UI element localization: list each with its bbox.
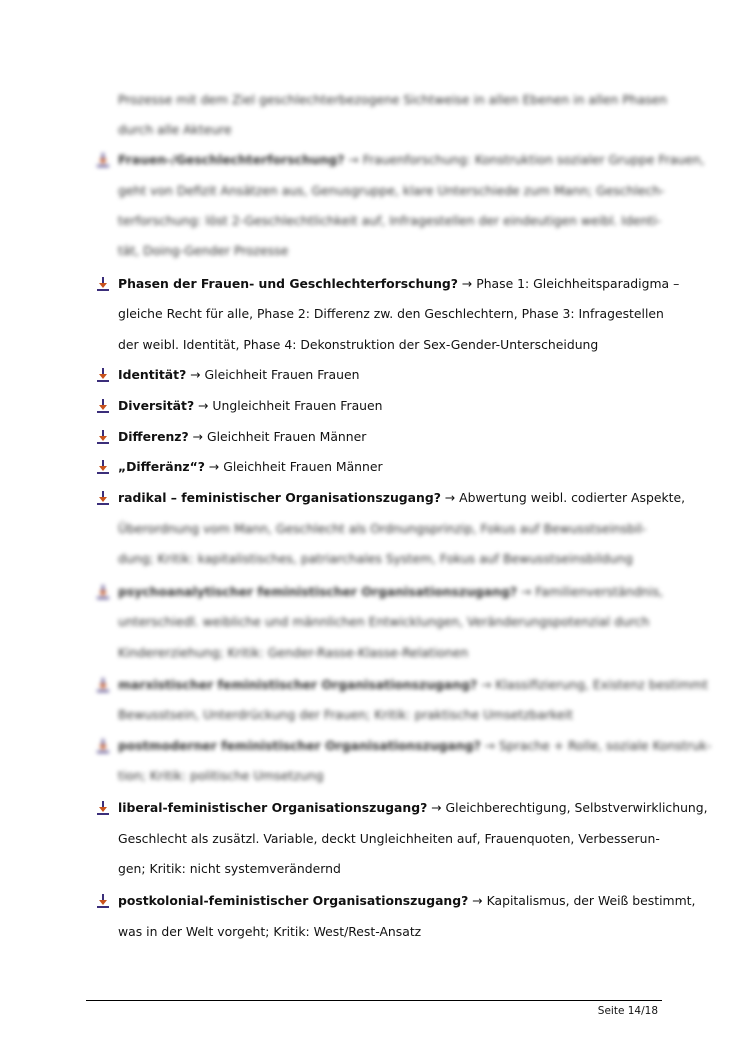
blurred-text: Prozesse mit dem Ziel geschlechterbezogene Sichtweise in allen Ebenen in allen Phasen	[118, 92, 668, 107]
definition: was in der Welt vorgeht; Kritik: West/Rest-Ansatz	[118, 924, 422, 939]
bullet-arrow-icon	[96, 367, 110, 383]
blurred-text-line	[118, 243, 658, 259]
bullet-arrow-icon	[96, 276, 110, 292]
blurred-text: → Klassifizierung, Existenz bestimmt	[477, 677, 708, 692]
list-item	[118, 276, 680, 292]
list-item	[118, 800, 708, 816]
definition: gen; Kritik: nicht systemverändernd	[118, 861, 341, 876]
blurred-text-line	[118, 521, 658, 537]
definition: → Phase 1: Gleichheitsparadigma –	[457, 276, 680, 291]
definition: → Gleichheit Frauen Männer	[204, 459, 383, 474]
definition: Geschlecht als zusätzl. Variable, deckt Ungleichheiten auf, Frauenquoten, Verbesserun-	[118, 831, 660, 846]
bullet-arrow-icon	[96, 490, 110, 506]
blurred-text-line	[118, 738, 712, 754]
bullet-arrow-icon	[96, 429, 110, 445]
blurred-text-line	[118, 152, 705, 168]
blurred-term: marxistischer feministischer Organisationszugang?	[118, 677, 478, 692]
bullet-arrow-icon	[96, 584, 110, 600]
blurred-text: Kindererziehung; Kritik: Gender-Rasse-Klasse-Relationen	[118, 645, 469, 660]
definition: der weibl. Identität, Phase 4: Dekonstruktion der Sex-Gender-Unterscheidung	[118, 337, 599, 352]
definition: → Kapitalismus, der Weiß bestimmt,	[468, 893, 696, 908]
blurred-text: geht von Defizit Ansätzen aus, Genusgruppe, klare Unterschiede zum Mann; Geschlech-	[118, 183, 665, 198]
blurred-text-line	[118, 677, 708, 693]
list-item	[118, 367, 658, 383]
blurred-text: durch alle Akteure	[118, 122, 232, 137]
footer-divider	[86, 1000, 662, 1001]
term: liberal-feministischer Organisationszugang?	[118, 800, 428, 815]
definition: → Ungleichheit Frauen Frauen	[194, 398, 383, 413]
blurred-text-line	[118, 707, 658, 723]
blurred-text: → Familienverständnis,	[517, 584, 664, 599]
blurred-text-line	[118, 768, 658, 784]
definition: → Gleichberechtigung, Selbstverwirklichung,	[427, 800, 708, 815]
bullet-arrow-icon	[96, 800, 110, 816]
blurred-term: postmoderner feministischer Organisationszugang?	[118, 738, 481, 753]
list-item-continuation	[118, 861, 658, 877]
blurred-text: → Frauenforschung: Konstruktion sozialer Gruppe Frauen,	[344, 152, 705, 167]
definition: → Gleichheit Frauen Frauen	[186, 367, 360, 382]
bullet-arrow-icon	[96, 398, 110, 414]
blurred-text-line	[118, 213, 662, 229]
list-item-continuation	[118, 831, 658, 847]
blurred-text: dung; Kritik: kapitalistisches, patriarchales System, Fokus auf Bewusstseinsbildung	[118, 551, 633, 566]
blurred-text-line	[118, 645, 658, 661]
bullet-arrow-icon	[96, 152, 110, 168]
term: Differenz?	[118, 429, 189, 444]
term: Phasen der Frauen- und Geschlechterforschung?	[118, 276, 458, 291]
blurred-text: tät, Doing-Gender Prozesse	[118, 243, 289, 258]
list-item-continuation	[118, 306, 664, 322]
blurred-text: unterschiedl. weibliche und männlichen Entwicklungen, Veränderungspotenzial durch	[118, 614, 650, 629]
blurred-text-line	[118, 614, 658, 630]
blurred-term: psychoanalytischer feministischer Organisationszugang?	[118, 584, 518, 599]
blurred-text: terforschung: löst 2-Geschlechtlichkeit auf, Infragestellen der eindeutigen weibl. Identi-	[118, 213, 662, 228]
list-item	[118, 398, 658, 414]
term: „Differänz“?	[118, 459, 205, 474]
list-item	[118, 893, 696, 909]
blurred-text-line	[118, 183, 665, 199]
blurred-text-line	[118, 92, 668, 108]
term: Identität?	[118, 367, 187, 382]
definition: gleiche Recht für alle, Phase 2: Differenz zw. den Geschlechtern, Phase 3: Infragestellen	[118, 306, 664, 321]
list-item-continuation	[118, 337, 658, 353]
term: Diversität?	[118, 398, 195, 413]
term: radikal – feministischer Organisationszugang?	[118, 490, 441, 505]
list-item-continuation	[118, 924, 658, 940]
bullet-arrow-icon	[96, 738, 110, 754]
list-item	[118, 459, 658, 475]
list-item	[118, 490, 686, 506]
blurred-term: Frauen-/Geschlechterforschung?	[118, 152, 345, 167]
term: postkolonial-feministischer Organisationszugang?	[118, 893, 469, 908]
bullet-arrow-icon	[96, 893, 110, 909]
list-item	[118, 429, 658, 445]
blurred-text: Bewusstsein, Unterdrückung der Frauen; Kritik: praktische Umsetzbarkeit	[118, 707, 573, 722]
bullet-arrow-icon	[96, 459, 110, 475]
blurred-text-line	[118, 584, 664, 600]
blurred-text: tion; Kritik: politische Umsetzung	[118, 768, 324, 783]
blurred-text: Überordnung vom Mann, Geschlecht als Ordnungsprinzip, Fokus auf Bewusstseinsbil-	[118, 521, 647, 536]
definition: → Abwertung weibl. codierter Aspekte,	[440, 490, 686, 505]
blurred-text-line	[118, 551, 658, 567]
blurred-text: → Sprache + Rolle, soziale Konstruk-	[480, 738, 712, 753]
definition: → Gleichheit Frauen Männer	[188, 429, 367, 444]
blurred-text-line	[118, 122, 658, 138]
page-number: Seite 14/18	[597, 1005, 658, 1017]
bullet-arrow-icon	[96, 677, 110, 693]
